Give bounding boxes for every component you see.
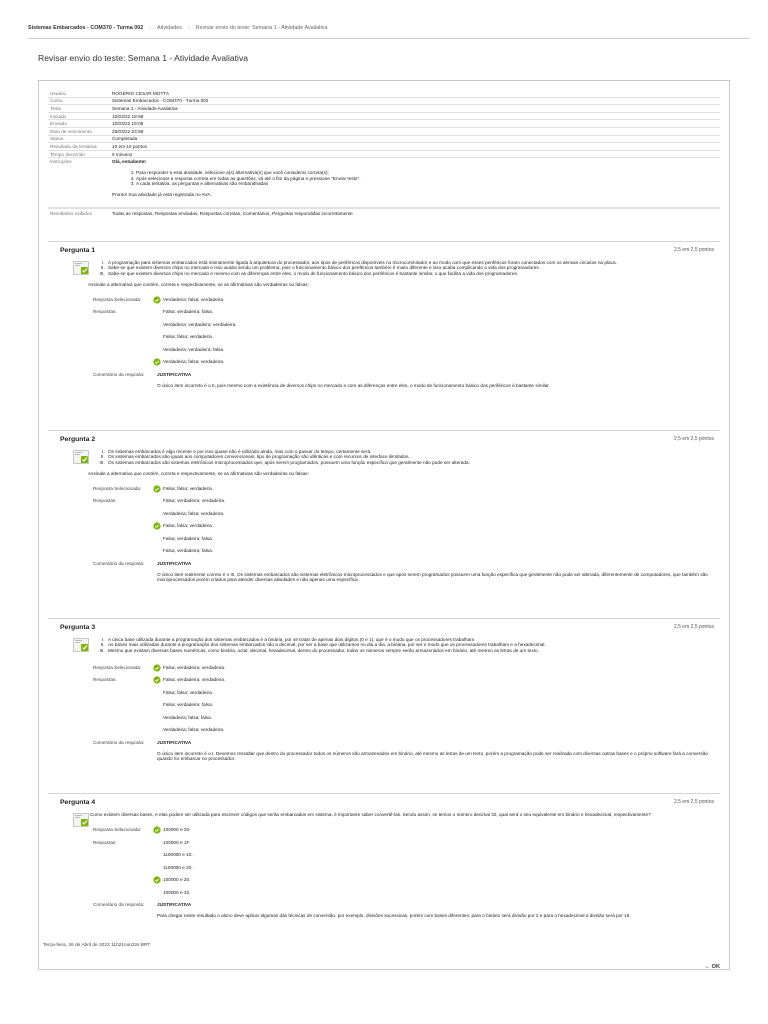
statement-item: III. Sabe-se que existem diversos chips no mercado e mesmo com as diferenças entre eles, o modo de funcionamento básico dos periféricos é bastante similar, o que facilita a vida dos programadores. [106,271,710,276]
question-title: Pergunta 2 [60,435,96,443]
answers-label: Respostas: [93,677,117,683]
answer-comment [48,902,720,919]
comment-title: JUSTIFICATIVA [157,739,192,745]
correct-answer-icon [73,450,89,464]
info-label: Data de vencimento [50,128,92,134]
question-statement [48,449,720,465]
answer-option: Falsa; verdadeira; falsa. [163,548,214,554]
info-row-due-date [48,128,720,136]
statement-item: II. Os sistemas embarcados são iguais aos computadores convencionais, tipo de programação são idênticas e com recursos de interface ilimitados. [106,454,710,459]
answer-option: Falsa; falsa; verdadeira. [163,689,214,695]
correct-answer-icon [73,261,89,275]
correct-check-icon [153,676,161,684]
breadcrumb-separator: › [149,25,152,31]
question-score: 2,5 em 2,5 pontos [673,436,714,442]
info-value: Sistemas Embarcados - COM370 - Turma 002 [112,98,209,104]
instructions-body [112,159,361,197]
question-statement [48,812,720,817]
answer-option: Verdadeira; falsa; verdadeira. [163,510,225,516]
header-divider [28,38,750,39]
comment-label: Comentário da resposta: [93,371,145,377]
answer-option: Falsa; verdadeira; falsa. [163,535,214,541]
question-header [48,794,720,810]
question-title: Pergunta 1 [60,246,96,254]
instruction-step: 2. Após selecionar a resposta correta em todas as questões, vá até o fim da página e pressione "Enviar teste". [136,176,361,181]
statement-item: I. Os sistemas embarcados é algo recente e por isso quase não é utilizado ainda, mas com o passar do tempo, certamente será. [106,449,710,454]
answer-option: 100000 e 1F. [163,839,191,845]
breadcrumb-separator: › [187,25,190,31]
answer-option: Falsa; falsa; verdadeira. [163,334,214,340]
info-label: Status [50,136,64,142]
answer-option-correct: Falsa; verdadeira; verdadeira. [163,677,226,683]
breadcrumb-activities-link[interactable]: Atividades [157,25,182,31]
selected-answer-label: Resposta Selecionada: [93,296,142,302]
question-prompt: Assinale a alternativa que contém, correta e respectivamente, se as afirmativas são verdadeiras ou falsas: [88,281,309,287]
info-row-course [48,98,720,106]
info-value: 5 minutos [112,151,133,157]
page-title: Revisar envio do teste: Semana 1 - Atividade Avaliativa [38,53,249,63]
answer-option-correct: Verdadeira; falsa; verdadeira. [163,359,225,365]
info-row-elapsed [48,151,720,159]
info-label: Instruções [50,159,72,165]
answers [48,840,720,903]
info-label: Resultado da tentativa [50,143,97,149]
answer-option: Verdadeira; verdadeira; falsa. [163,346,225,352]
answer-option-correct: 100000 e 20. [163,877,191,883]
info-label: Enviado [50,121,67,127]
correct-answer-icon [73,813,89,827]
statement-item: I. A única base utilizada durante a programação dos sistemas embarcados é a binária, por se tratar de apenas dois dígitos (0 e 1), que é o modo que os processadores trabalham. [106,637,710,642]
comment-title: JUSTIFICATIVA [157,560,192,566]
question-intro: Como existem diversas bases, e elas podem ser utilizada para escrever códigos que serão embarcados em sistema, é importante saber convertê-las. Sendo assim, se temos o número decimal 32, qual será o seu equivalente em binário e hexadecimal, respectivamente? [90,812,651,817]
instruction-step: 3. A cada tentativa, as perguntas e alternativas são embaralhadas [136,181,361,186]
question-header [48,619,720,635]
info-value: ROGERIO CESAR MOTTA [112,90,169,96]
correct-check-icon [153,876,161,884]
breadcrumb-current: Revisar envio do teste: Semana 1 - Atividade Avaliativa [195,25,328,31]
selected-answer-text: Falsa; falsa; verdadeira. [163,485,214,491]
instructions-steps [122,170,361,186]
statement-item: III. Mesmo que existam diversas bases numéricas, como binária, octal, decimal, hexadecimal, dentro do processador, todos os números sempre serão armazenados em binário, até mesmo as letras de um texto. [106,648,710,653]
answer-option: Falsa; verdadeira; verdadeira. [163,498,226,504]
comment-title: JUSTIFICATIVA [157,902,192,908]
selected-answer [48,665,720,678]
comment-text: O único item incorreto é o II, pois mesmo com a existência de diversos chips no mercado e com as diferenças entre eles, o modo de funcionamento básico dos periféricos é bastante similar. [157,382,550,388]
question-4 [48,793,720,919]
question-1 [48,241,720,388]
instructions-greeting: Olá, estudante! [112,159,146,165]
answers-label: Respostas: [93,498,117,504]
answers-label: Respostas: [93,839,117,845]
correct-check-icon [153,296,161,304]
answer-comment [48,740,720,762]
comment-text: Para chegar neste resultado o aluno deve aplicar algumas das técnicas de conversão, por exemplo, divisões sucessivas, porém com bases diferentes; para o binário será divisão por 2 e para o hexadecimal a divisão será por 16. [157,913,631,919]
question-header [48,431,720,447]
info-row-user [48,90,720,98]
question-2 [48,430,720,583]
answer-option-correct: Falsa; falsa; verdadeira. [163,523,214,529]
statement-item: II. As bases mais utilizadas durante a programação dos sistemas embarcados são a decimal, por ser a base que utilizamos no dia a dia, a binária, por ser o modo que os processadores trabalham e a hexadecimal. [106,642,710,647]
info-row-submitted [48,120,720,128]
question-3 [48,618,720,762]
statement-item: I. A programação para sistemas embarcados está intimamente ligada à arquitetura do processador, aos tipos de periféricos disponíveis no microcontrolador e ao modo com que esses periféricos foram conectados com os demais circuitos na placa. [106,260,710,265]
selected-answer-text: 100000 e 20. [163,827,191,833]
question-score: 2,5 em 2,5 pontos [673,799,714,805]
info-value: 25/03/22 23:59 [112,128,144,134]
answers [48,498,720,561]
info-row-test [48,105,720,113]
info-label: Resultados exibidos [50,210,92,216]
info-row-result [48,143,720,151]
question-statement [48,260,720,276]
info-value: 10/03/22 19:05 [112,121,144,127]
comment-text: O único item incorreto é o I, Devemos ressaltar que dentro do processador todos os números são armazenados em binário, até mesmo as letras de um texto, porém a programação pode ser realizada com diversas outras bases e o próprio software fará a conversão quando for embarcar no processador. [157,750,708,762]
selected-answer-text: Verdadeira; falsa; verdadeira. [163,296,225,302]
correct-check-icon [153,358,161,366]
statement-item: III. Os sistemas embarcados são sistemas eletrônicos microprocessados que, após serem programados, possuem uma função específica que geralmente não pode ser alterada. [106,460,710,465]
comment-title: JUSTIFICATIVA [157,371,192,377]
question-header [48,242,720,258]
question-title: Pergunta 3 [60,623,96,631]
statement-item: II. Sabe-se que existem diversos chips no mercado e isso acaba sendo um problema, pois o funcionamento básico dos periféricos também é muito diferente e isso acaba complicando a vida dos programadores. [106,265,710,270]
question-prompt: Assinale a alternativa que contém, correta e respectivamente, se as afirmativas são verdadeiras ou falsas: [88,470,309,476]
answer-option: Verdadeira; verdadeira; verdadeira. [163,321,237,327]
info-value: Semana 1 - Atividade Avaliativa [112,105,178,111]
correct-answer-icon [73,638,89,652]
info-label: Iniciado [50,113,67,119]
selected-answer [48,486,720,499]
info-row-started [48,113,720,121]
info-value: Completada [112,136,138,142]
selected-answer-label: Resposta Selecionada: [93,827,142,833]
attempt-info [48,90,720,217]
info-row-results-shown [48,208,720,217]
info-row-instructions [48,158,720,208]
ok-button[interactable]: ← OK [704,964,720,970]
footer-timestamp: Terça-feira, 26 de Abril de 2022 11h21min22s BRT [43,943,151,948]
instructions-closing: Pronto! Sua atividade já está registrada no AVA. [112,191,212,197]
answer-comment [48,561,720,583]
selected-answer-label: Resposta Selecionada: [93,664,142,670]
answer-option: Verdadeira; falsa; verdadeira. [163,727,225,733]
info-label: Curso [50,98,63,104]
answers [48,677,720,740]
info-row-status [48,136,720,144]
correct-check-icon [153,522,161,530]
correct-check-icon [153,485,161,493]
question-score: 2,5 em 2,5 pontos [673,624,714,630]
info-value: 10 em 10 pontos [112,143,147,149]
answer-option: Falsa; verdadeira; falsa. [163,309,214,315]
answer-option: 1100000 e 10. [163,852,193,858]
instruction-step: 1. Para responder a esta atividade, selecione a(s) alternativa(s) que você considerar correta(s); [136,170,361,175]
answers-label: Respostas: [93,309,117,315]
comment-label: Comentário da resposta: [93,739,145,745]
breadcrumb [28,22,327,34]
question-statement [48,637,720,653]
correct-check-icon [153,826,161,834]
info-label: Teste [50,105,62,111]
answer-option: Falsa; verdadeira; falsa. [163,702,214,708]
selected-answer [48,297,720,310]
answer-option: 1100000 e 20. [163,864,193,870]
answer-comment [48,372,720,389]
answer-option: 100000 e 32. [163,889,191,895]
answers [48,309,720,372]
question-title: Pergunta 4 [60,798,96,806]
comment-label: Comentário da resposta: [93,560,145,566]
comment-text: O único item realmente correto é o III. Os sistemas embarcados são sistemas eletrônicos microprocessados e que após serem programados possuem uma função específica que geralmente não pode ser alterada, diferentemente de computadores, que também são microprocessados porém criados para atender diversas atividades e não apenas uma específica. [157,571,708,583]
selected-answer-text: Falsa; verdadeira; verdadeira. [163,664,226,670]
comment-label: Comentário da resposta: [93,902,145,908]
question-score: 2,5 em 2,5 pontos [673,247,714,253]
selected-answer [48,827,720,840]
info-value: Todas as respostas, Respostas enviadas, Respostas corretas, Comentários, Perguntas respondidas incorretamente [112,210,353,216]
info-label: Usuário [50,90,67,96]
info-value: 10/03/22 18:58 [112,113,144,119]
breadcrumb-course-link[interactable]: Sistemas Embarcados - COM370 - Turma 002 [28,25,144,31]
correct-check-icon [153,664,161,672]
answer-option: Verdadeira; falsa; falsa. [163,714,212,720]
selected-answer-label: Resposta Selecionada: [93,485,142,491]
info-label: Tempo decorrido [50,151,85,157]
